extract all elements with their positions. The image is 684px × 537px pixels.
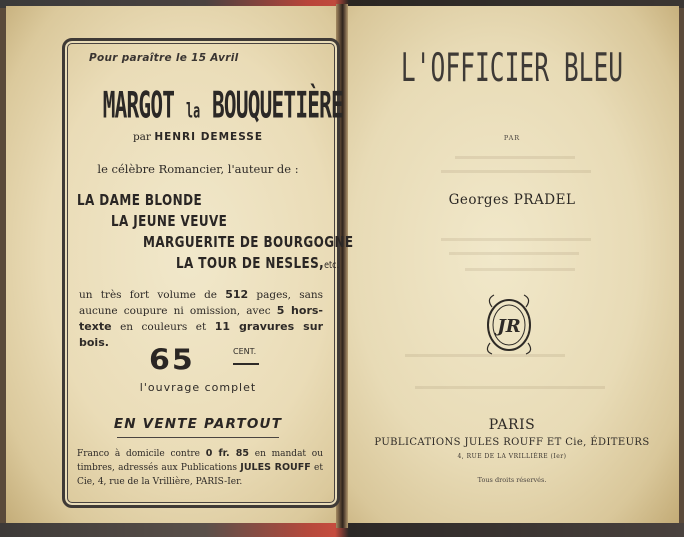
ad-on-sale: EN VENTE PARTOUT bbox=[113, 416, 283, 432]
ad-franco-publisher: JULES ROUFF bbox=[240, 462, 311, 473]
ad-work-item: LA JEUNE VEUVE bbox=[111, 212, 228, 230]
ad-work-etc: etc. bbox=[324, 259, 340, 271]
ad-book-title bbox=[102, 85, 343, 127]
ad-work-item: MARGUERITE DE BOURGOGNE bbox=[143, 233, 354, 251]
seal-monogram: JR bbox=[497, 316, 521, 337]
ad-franco-text: et Cie, 4, rue de la Vrillière, PARIS-Ier. bbox=[77, 463, 323, 487]
publisher-seal-icon bbox=[482, 291, 536, 357]
ad-author-name: HENRI DEMESSE bbox=[154, 131, 264, 143]
ad-price-unit: CENT. bbox=[233, 347, 257, 356]
ad-work-item bbox=[176, 254, 339, 272]
show-through-line bbox=[441, 238, 591, 241]
ad-franco-text: Franco à domicile contre bbox=[77, 449, 200, 459]
ad-author-prefix: par bbox=[132, 131, 151, 143]
ad-mail-order bbox=[77, 447, 323, 489]
ad-title-part1: MARGOT bbox=[102, 85, 175, 127]
ad-franco-text: en mandat ou timbres, adressés aux Publications bbox=[77, 449, 323, 473]
release-notice: Pour paraître le 15 Avril bbox=[89, 52, 239, 64]
ad-title-article: la bbox=[186, 98, 201, 123]
publisher-city: PARIS bbox=[488, 417, 536, 433]
ad-divider bbox=[117, 437, 279, 438]
ad-work-item: LA DAME BLONDE bbox=[77, 191, 203, 209]
ad-author-description: le célèbre Romancier, l'auteur de : bbox=[97, 162, 299, 176]
show-through-line bbox=[441, 170, 591, 173]
publisher-address: 4, RUE DE LA VRILLIÈRE (Ier) bbox=[457, 453, 567, 460]
show-through-line bbox=[455, 156, 575, 159]
ad-price-underline bbox=[233, 363, 259, 365]
book-title: L'OFFICIER BLEU bbox=[400, 46, 624, 92]
by-label: PAR bbox=[503, 134, 521, 142]
ad-title-part2: BOUQUETIÈRE bbox=[212, 85, 343, 127]
ad-franco-price: 0 fr. 85 bbox=[205, 448, 249, 459]
ad-desc-pages: 512 bbox=[225, 288, 249, 301]
ad-author-line bbox=[65, 131, 331, 143]
ad-desc-engravings: 11 gravures sur bois. bbox=[79, 320, 323, 349]
show-through-line bbox=[449, 252, 579, 255]
rights-notice: Tous droits réservés. bbox=[477, 476, 547, 484]
ad-desc-text: un très fort volume de bbox=[79, 289, 218, 301]
book-author: Georges PRADEL bbox=[448, 192, 576, 208]
ad-desc-text: pages, sans aucune coupure ni omission, avec bbox=[79, 289, 323, 317]
publisher-name: PUBLICATIONS JULES ROUFF ET Cie, ÉDITEURS bbox=[374, 437, 650, 448]
ad-desc-plates: 5 hors-texte bbox=[79, 304, 323, 333]
ad-complete-work: l'ouvrage complet bbox=[139, 381, 257, 394]
show-through-line bbox=[465, 268, 575, 271]
title-page bbox=[345, 6, 679, 523]
advertisement-frame bbox=[62, 38, 354, 508]
show-through-line bbox=[415, 386, 605, 389]
ad-price-number: 65 bbox=[149, 343, 195, 378]
ad-volume-description bbox=[79, 287, 323, 351]
ad-work-item-label: LA TOUR DE NESLES, bbox=[176, 254, 325, 272]
ad-desc-text: en couleurs et bbox=[120, 321, 207, 333]
